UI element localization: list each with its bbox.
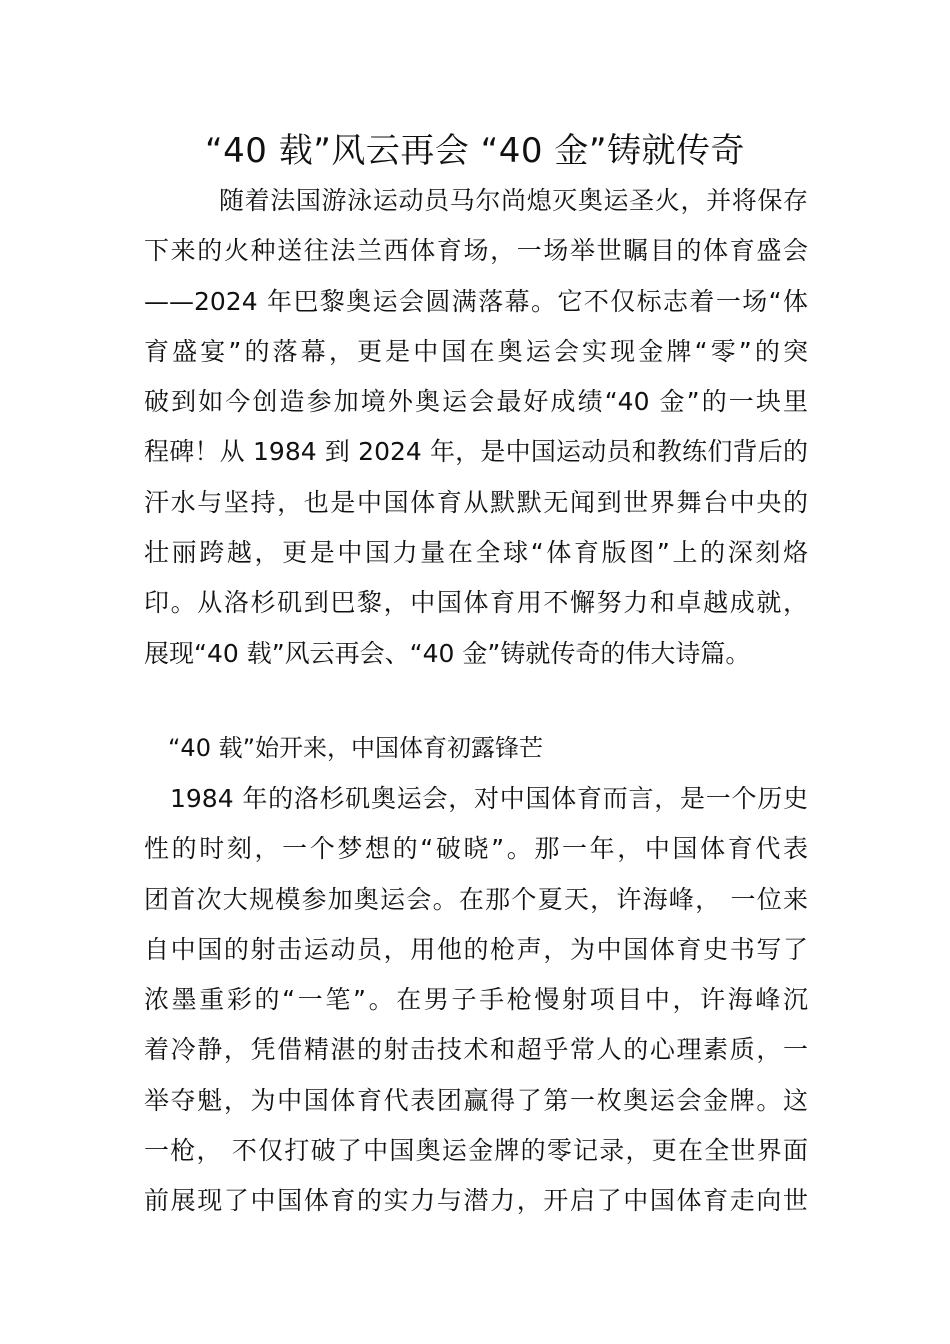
paragraph-line: 程碑！从 1984 到 2024 年，是中国运动员和教练们背后的 xyxy=(144,437,808,467)
paragraph-line: 性的时刻，一个梦想的“破晓”。那一年，中国体育代表 xyxy=(144,834,808,864)
paragraph-line: 1984 年的洛杉矶奥运会，对中国体育而言，是一个历史 xyxy=(170,784,808,813)
paragraph-line: 团首次大规模参加奥运会。在那个夏天，许海峰， 一位来 xyxy=(144,884,808,914)
paragraph-line: 展现“40 载”风云再会、“40 金”铸就传奇的伟大诗篇。 xyxy=(144,638,751,668)
paragraph-line: 汗水与坚持，也是中国体育从默默无闻到世界舞台中央的 xyxy=(144,487,808,517)
section-heading: “40 载”始开来，中国体育初露锋芒 xyxy=(168,734,544,762)
paragraph-line: 自中国的射击运动员，用他的枪声，为中国体育史书写了 xyxy=(144,934,808,964)
paragraph-line: 随着法国游泳运动员马尔尚熄灭奥运圣火，并将保存 xyxy=(219,186,808,215)
paragraph-line: ——2024 年巴黎奥运会圆满落幕。它不仅标志着一场“体 xyxy=(144,286,808,316)
paragraph-line: 一枪， 不仅打破了中国奥运金牌的零记录，更在全世界面 xyxy=(144,1136,808,1166)
paragraph-line: 印。从洛杉矶到巴黎，中国体育用不懈努力和卓越成就， xyxy=(144,588,808,618)
paragraph-line: 前展现了中国体育的实力与潜力，开启了中国体育走向世 xyxy=(144,1186,808,1216)
paragraph-line: 壮丽跨越，更是中国力量在全球“体育版图”上的深刻烙 xyxy=(144,538,808,568)
paragraph-line: 浓墨重彩的“一笔”。在男子手枪慢射项目中，许海峰沉 xyxy=(144,985,808,1015)
paragraph-line: 破到如今创造参加境外奥运会最好成绩“40 金”的一块里 xyxy=(144,387,808,417)
intro-paragraph xyxy=(144,176,808,679)
paragraph-line: 下来的火种送往法兰西体育场，一场举世瞩目的体育盛会 xyxy=(144,236,808,266)
section-paragraph xyxy=(144,774,808,1227)
paragraph-line: 着冷静，凭借精湛的射击技术和超乎常人的心理素质，一 xyxy=(144,1035,808,1065)
document-title: “40 载”风云再会 “40 金”铸就传奇 xyxy=(205,131,745,171)
paragraph-line: 育盛宴”的落幕，更是中国在奥运会实现金牌“零”的突 xyxy=(144,336,808,366)
paragraph-line: 举夺魁，为中国体育代表团赢得了第一枚奥运会金牌。这 xyxy=(144,1085,808,1115)
